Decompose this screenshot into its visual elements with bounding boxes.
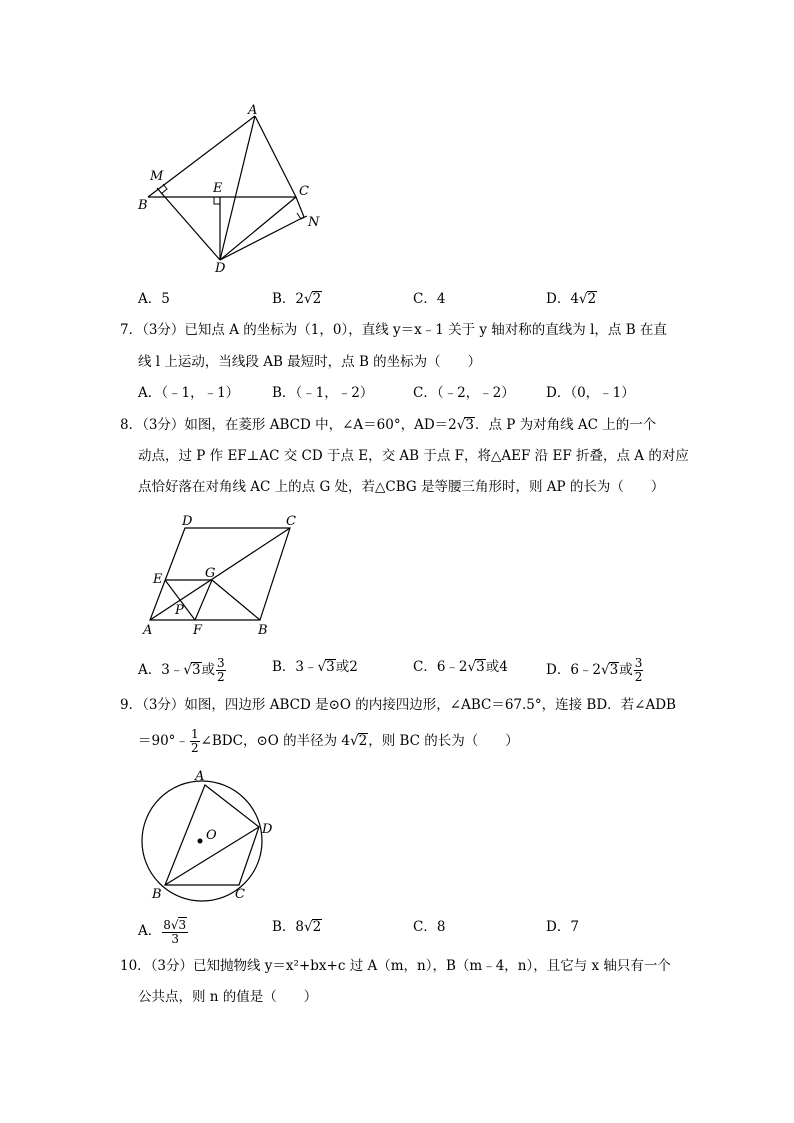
segment-AD — [220, 116, 255, 260]
q9-stem-line2: ＝90°﹣ $\frac{1}{2}$ ∠BDC，⊙O 的半径为 4√2，则 BC 的长为（ ） — [138, 727, 519, 755]
figure-q6 — [130, 100, 350, 280]
q8-option-b[interactable]: B．3﹣√3或2 — [272, 659, 358, 675]
option-text: B．3﹣ — [272, 659, 318, 675]
option-text: 或2 — [335, 659, 358, 675]
q8-stem-line3: 点恰好落在对角线 AC 上的点 G 处，若△CBG 是等腰三角形时，则 AP 的长为（ ） — [138, 479, 665, 495]
figure-q9 — [135, 765, 285, 905]
q7-option-d[interactable]: D．（0，﹣1） — [546, 385, 635, 401]
option-text: D．6﹣2 — [546, 662, 602, 678]
label-B: B — [138, 198, 148, 213]
option-text: A．3﹣ — [138, 662, 184, 678]
stem-text: ．点 P 为对角线 AC 上的一个 — [474, 417, 657, 433]
segment-GF — [195, 580, 212, 620]
label-G: G — [205, 566, 216, 581]
label-A: A — [248, 103, 258, 118]
sqrt-radicand: 3 — [326, 659, 335, 675]
numerator: 3 — [217, 656, 225, 670]
label-D: D — [262, 822, 273, 837]
label-C: C — [299, 184, 309, 199]
denominator: 2 — [190, 741, 199, 755]
segment-DM — [157, 188, 220, 260]
segment-AC — [255, 116, 296, 197]
q8-stem-line2: 动点，过 P 作 EF⊥AC 交 CD 于点 E，交 AB 于点 F，将△AEF 沿 EF 折叠，点 A 的对应 — [138, 448, 689, 464]
option-letter: B． — [272, 291, 296, 307]
label-B: B — [258, 623, 268, 638]
segment-GB — [212, 580, 260, 620]
q6-option-d[interactable]: D．4√2 — [546, 291, 597, 307]
label-P: P — [175, 603, 184, 618]
sqrt-radicand: 3 — [191, 662, 201, 678]
sqrt-radicand: 3 — [465, 417, 474, 433]
q8-option-c[interactable]: C．6﹣2√3或4 — [413, 659, 508, 675]
label-F: F — [193, 623, 203, 638]
sqrt-radicand: 2 — [587, 291, 597, 307]
label-D: D — [182, 514, 193, 529]
figure-q8 — [135, 508, 315, 640]
sqrt-radicand: 3 — [178, 918, 187, 932]
right-angle-mark-E — [214, 197, 220, 204]
stem-text: ＝90°﹣ — [138, 733, 189, 749]
option-text: 或 — [201, 662, 216, 678]
right-angle-mark-N — [297, 213, 307, 219]
sqrt-radicand: 2 — [312, 291, 322, 307]
q8-option-a[interactable]: A．3﹣√3或 $\frac{3}{2}$ — [138, 656, 225, 684]
label-C: C — [286, 514, 296, 529]
numerator: 1 — [190, 727, 199, 741]
label-E: E — [153, 572, 163, 587]
q9-option-b[interactable]: B．8√2 — [272, 919, 322, 935]
numerator: 3 — [634, 656, 643, 670]
q7-option-b[interactable]: B．（﹣1，﹣2） — [272, 385, 374, 401]
label-O: O — [206, 828, 217, 843]
q8-stem-line1: 8．（3分）如图，在菱形 ABCD 中，∠A＝60°，AD＝2√3．点 P 为对角线 AC 上的一个 — [120, 417, 657, 433]
sqrt-radicand: 3 — [476, 659, 485, 675]
fraction — [216, 657, 226, 684]
option-value: 2 — [295, 291, 305, 307]
label-C: C — [235, 887, 245, 902]
q10-stem-line1: 10．（3分）已知抛物线 y＝x²+bx+c 过 A（m，n），B（m﹣4，n），且它与 x 轴只有一个 — [120, 958, 671, 974]
label-D: D — [215, 261, 226, 276]
sqrt-radicand: 3 — [609, 662, 619, 678]
fraction — [162, 917, 188, 946]
stem-text: ，则 BC 的长为（ ） — [368, 733, 519, 749]
denominator: 2 — [634, 670, 643, 684]
right-angle-mark-M — [161, 184, 167, 194]
label-A: A — [143, 623, 153, 638]
segment-DC — [220, 197, 296, 260]
q9-option-c[interactable]: C．8 — [413, 919, 446, 935]
denominator: 3 — [171, 932, 180, 946]
label-N: N — [308, 215, 320, 230]
sqrt-radicand: 2 — [358, 733, 368, 749]
q7-option-a[interactable]: A．（﹣1，﹣1） — [138, 385, 240, 401]
option-text: 或 — [619, 662, 633, 678]
q10-stem-line2: 公共点，则 n 的值是（ ） — [138, 989, 318, 1005]
label-B: B — [152, 887, 162, 902]
option-letter: D． — [546, 291, 571, 307]
option-letter: A． — [138, 923, 162, 939]
fraction — [190, 728, 200, 755]
q7-stem-line1: 7．（3分）已知点 A 的坐标为（1，0），直线 y＝x﹣1 关于 y 轴对称的直线为 l，点 B 在直 — [120, 322, 667, 338]
q6-option-a[interactable] — [138, 289, 170, 309]
fraction — [634, 657, 644, 684]
stem-text: 8．（3分）如图，在菱形 ABCD 中，∠A＝60°，AD＝2 — [120, 417, 457, 433]
q7-stem-line2: 线 l 上运动，当线段 AB 最短时，点 B 的坐标为（ ） — [138, 354, 482, 370]
option-value: 5 — [161, 291, 170, 307]
option-letter: A． — [138, 291, 162, 307]
option-text: C．6﹣2 — [413, 659, 468, 675]
q6-option-b[interactable]: B．2√2 — [272, 291, 322, 307]
option-letter: C． — [413, 291, 437, 307]
q9-option-d[interactable]: D．7 — [546, 919, 579, 935]
segment-DN — [220, 217, 304, 260]
numerator-coefficient: 8 — [163, 918, 171, 932]
label-M: M — [150, 169, 164, 184]
option-text: B．8 — [272, 919, 305, 935]
stem-text: ∠BDC，⊙O 的半径为 4 — [200, 733, 351, 749]
q9-option-a[interactable] — [138, 917, 189, 946]
option-value: 4 — [570, 291, 579, 307]
sqrt-radicand: 2 — [312, 919, 322, 935]
q6-option-c[interactable] — [413, 289, 445, 309]
label-A: A — [195, 769, 205, 784]
center-point-O — [198, 839, 203, 844]
option-text: 或4 — [485, 659, 508, 675]
q7-option-c[interactable]: C．（﹣2，﹣2） — [413, 385, 515, 401]
q8-option-d[interactable]: D．6﹣2√3或 $\frac{3}{2}$ — [546, 656, 643, 684]
diagonal-AC — [150, 528, 290, 620]
numerator: 8√3 — [163, 918, 187, 932]
q9-stem-line1: 9．（3分）如图，四边形 ABCD 是⊙O 的内接四边形，∠ABC＝67.5°，连接 BD．若∠ADB — [120, 697, 676, 713]
denominator: 2 — [217, 670, 225, 684]
label-E: E — [213, 181, 223, 196]
option-value: 4 — [436, 291, 446, 307]
